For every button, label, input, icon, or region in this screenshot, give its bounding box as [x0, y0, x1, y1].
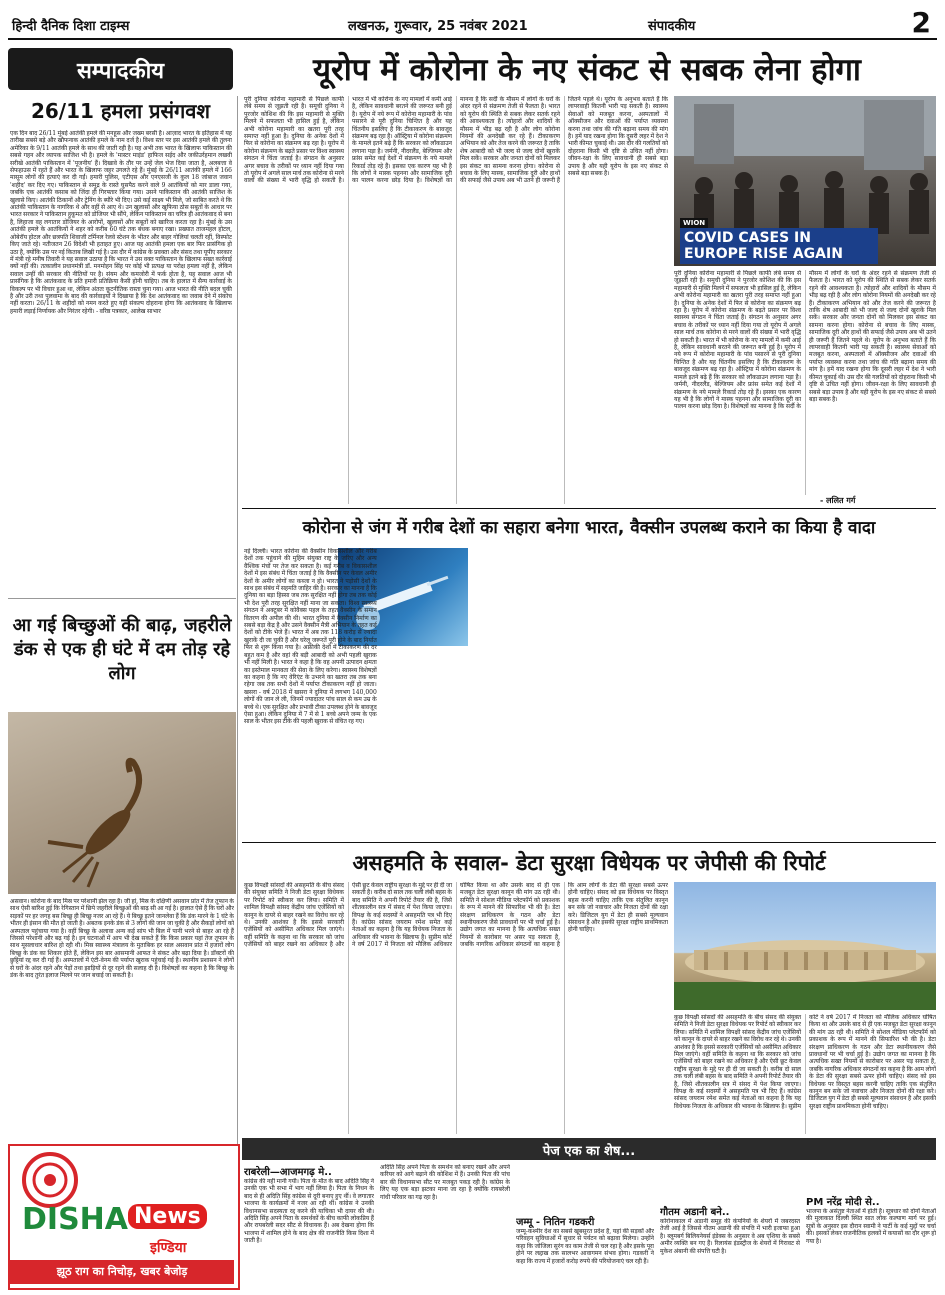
broadcast-icon: [20, 1150, 80, 1210]
advert-tagline: झूठ राग का निचोड़, खबर बेजोड़: [10, 1260, 234, 1284]
advert-brand-main: DISHA: [22, 1202, 128, 1237]
parliament-illustration: [674, 882, 936, 1010]
disha-news-advert: [8, 1144, 240, 1290]
continued-heading-3: जम्मू - नितिन गडकरी: [516, 1217, 595, 1228]
main-story-continuation: पूरी दुनिया कोरोना महामारी से पिछले काफी लंबे समय से जूझती रही है। समूची दुनिया ने पुरजोर कोशिश की कि इस महामारी से मुक्ति मिलने में सफलता भी हासिल हुई है, लेकिन अभी कोरोना महामारी का खतरा पूरी तरह समाप्त नहीं हुआ है। दुनिया के अनेक देशों में फिर से कोरोना का संक्रमण बढ़ रहा है। यूरोप में कोरोना संक्रमण के बढ़ते प्रसार पर विश्व स्वास्थ्य संगठन ने चिंता जताई है। संगठन के अनुसार अगर बचाव के तरीकों पर ध्यान नहीं दिया गया तो यूरोप में अगले साल मार्च तक कोरोना से मरने वालों की संख्या में भारी वृद्धि हो सकती है। भारत में भी कोरोना के नए मामलों में कमी आई है, लेकिन सावधानी बरतने की जरूरत बनी हुई है। यूरोप में नये रूप में कोरोना महामारी के पांव पसारने से पूरी दुनिया चिन्तित है और यह चिंतनीय इसलिए है कि टीकाकरण के बावजूद संक्रमण बढ़ रहा है। ऑस्ट्रिया में कोरोना संक्रमण के मामले इतने बढ़े हैं कि सरकार को लॉकडाउन लगाना पड़ा है। जर्मनी, नीदरलैंड, बेल्जियम और फ्रांस समेत कई देशों में संक्रमण के नये मामले रिकार्ड तोड़ रहे हैं। इसका एक कारण यह भी है कि लोगों ने मास्क पहनना और सामाजिक दूरी का पालन करना छोड़ दिया है। विशेषज्ञों का मानना है कि सर्दी के मौसम में लोगों के घरों के अंदर रहने से संक्रमण तेजी से फैलता है। भारत को यूरोप की स्थिति से सबक लेकर सतर्क रहने की आवश्यकता है। त्योहारों और शादियों के मौसम में भीड़ बढ़ रही है और लोग कोरोना नियमों की अनदेखी कर रहे हैं। टीकाकरण अभियान को और तेज करने की जरूरत है ताकि शेष आबादी को भी जल्द से जल्द दोनों खुराकें मिल सकें। सरकार और जनता दोनों को मिलकर इस संकट का सामना करना होगा। कोरोना से बचाव के लिए मास्क, सामाजिक दूरी और हाथों की सफाई जैसे उपाय अब भी उतने ही जरूरी हैं जितने पहले थे। यूरोप के अनुभव बताते हैं कि लापरवाही कितनी भारी पड़ सकती है। स्वास्थ्य सेवाओं को मजबूत करना, अस्पतालों में ऑक्सीजन और दवाओं की पर्याप्त व्यवस्था करना तथा जांच की गति बढ़ाना समय की मांग है। हमें याद रखना होगा कि दूसरी लहर में देश ने भारी कीमत चुकाई थी। उस दौर की गलतियों को दोहराना किसी भी दृष्टि से उचित नहीं होगा। जीवन-रक्षा के लिए सावधानी ही सबसे बड़ा उपाय है और यही यूरोप के इस नए संकट से सबसे बड़ा सबक है।: [674, 270, 936, 411]
scorpion-illustration: [8, 712, 236, 894]
scorpion-photo: [8, 712, 236, 894]
continued-body-4: कोरोनाकाल में अडानी समूह की कंपनियों के शेयरों में जबरदस्त तेजी आई है जिससे गौतम अडानी की संपत्ति में भारी इजाफा हुआ है। ब्लूमबर्ग बिलियनेयर्स इंडेक्स के अनुसार वे अब एशिया के सबसे अमीर व्यक्ति बन गए हैं। रिलायंस इंडस्ट्रीज के शेयरों में गिरावट से मुकेश अंबानी की संपत्ति घटी है।: [660, 1218, 800, 1255]
continued-col-2: [380, 1164, 510, 1288]
continued-body-2: अदिति सिंह अपने पिता के समर्थन को बनाए रखने और अपने करियर को आगे बढ़ाने की कोशिश में हैं। उनकी पिता की पांच बार की विधानसभा सीट पर मजबूत पकड़ रही है। कांग्रेस के लिए यह एक बड़ा झटका माना जा रहा है क्योंकि रायबरेली गांधी परिवार का गढ़ रहा है।: [380, 1164, 510, 1201]
editorial-banner: [8, 48, 233, 90]
europe-crowd-photo: [674, 96, 936, 266]
data-bill-continuation: कुछ विपक्षी सांसदों की असहमति के बीच संसद की संयुक्त समिति ने निजी डेटा सुरक्षा विधेयक पर रिपोर्ट को स्वीकार कर लिया। समिति में शामिल विपक्षी सांसद केंद्रीय जांच एजेंसियों को कानून के दायरे से बाहर रखने का विरोध कर रहे थे। उनकी आशंका है कि इससे सरकारी एजेंसियों को असीमित अधिकार मिल जाएंगे। वहीं समिति के कहना था कि सरकार को जांच एजेंसियों को बाहर रखने का अधिकार है और ऐसी छूट केवल राष्ट्रीय सुरक्षा के मुद्दे पर ही दी जा सकती है। करीब दो साल तक चली लंबी बहस के बाद समिति ने अपनी रिपोर्ट तैयार की है, जिसे शीतकालीन सत्र में संसद में पेश किया जाएगा। विपक्ष के कई सदस्यों ने असहमति पत्र भी दिए हैं। कांग्रेस सांसद जयराम रमेश समेत कई नेताओं का कहना है कि यह विधेयक निजता के अधिकार की भावना के खिलाफ है। सुप्रीम कोर्ट ने वर्ष 2017 में निजता को मौलिक अधिकार घोषित किया था और उसके बाद से ही एक मजबूत डेटा सुरक्षा कानून की मांग उठ रही थी। समिति ने सोशल मीडिया प्लेटफॉर्म को प्रकाशक के रूप में मानने की सिफारिश भी की है। डेटा संरक्षण प्राधिकरण के गठन और डेटा स्थानीयकरण जैसे प्रावधानों पर भी चर्चा हुई है। उद्योग जगत का मानना है कि अत्यधिक सख्त नियमों से कारोबार पर असर पड़ सकता है, जबकि नागरिक अधिकार संगठनों का कहना है कि आम लोगों के डेटा की सुरक्षा सबसे ऊपर होनी चाहिए। संसद को इस विधेयक पर विस्तृत बहस करनी चाहिए ताकि एक संतुलित कानून बन सके जो नवाचार और निजता दोनों की रक्षा करे। डिजिटल युग में डेटा ही सबसे मूल्यवान संसाधन है और इसकी सुरक्षा राष्ट्रीय प्राथमिकता होनी चाहिए।: [674, 1014, 936, 1110]
main-story-author: - ललित गर्ग: [820, 496, 856, 505]
left-story-headline: 26/11 हमला प्रसंगवश: [30, 99, 211, 123]
parliament-photo: [674, 882, 936, 1010]
main-story-body: पूरी दुनिया कोरोना महामारी से पिछले काफी लंबे समय से जूझती रही है। समूची दुनिया ने पुरजोर कोशिश की कि इस महामारी से मुक्ति मिलने में सफलता भी हासिल हुई है, लेकिन अभी कोरोना महामारी का खतरा पूरी तरह समाप्त नहीं हुआ है। दुनिया के अनेक देशों में फिर से कोरोना का संक्रमण बढ़ रहा है। यूरोप में कोरोना संक्रमण के बढ़ते प्रसार पर विश्व स्वास्थ्य संगठन ने चिंता जताई है। संगठन के अनुसार अगर बचाव के तरीकों पर ध्यान नहीं दिया गया तो यूरोप में अगले साल मार्च तक कोरोना से मरने वालों की संख्या में भारी वृद्धि हो सकती है। भारत में भी कोरोना के नए मामलों में कमी आई है, लेकिन सावधानी बरतने की जरूरत बनी हुई है। यूरोप में नये रूप में कोरोना महामारी के पांव पसारने से पूरी दुनिया चिन्तित है और यह चिंतनीय इसलिए है कि टीकाकरण के बावजूद संक्रमण बढ़ रहा है। ऑस्ट्रिया में कोरोना संक्रमण के मामले इतने बढ़े हैं कि सरकार को लॉकडाउन लगाना पड़ा है। जर्मनी, नीदरलैंड, बेल्जियम और फ्रांस समेत कई देशों में संक्रमण के नये मामले रिकार्ड तोड़ रहे हैं। इसका एक कारण यह भी है कि लोगों ने मास्क पहनना और सामाजिक दूरी का पालन करना छोड़ दिया है। विशेषज्ञों का मानना है कि सर्दी के मौसम में लोगों के घरों के अंदर रहने से संक्रमण तेजी से फैलता है। भारत को यूरोप की स्थिति से सबक लेकर सतर्क रहने की आवश्यकता है। त्योहारों और शादियों के मौसम में भीड़ बढ़ रही है और लोग कोरोना नियमों की अनदेखी कर रहे हैं। टीकाकरण अभियान को और तेज करने की जरूरत है ताकि शेष आबादी को भी जल्द से जल्द दोनों खुराकें मिल सकें। सरकार और जनता दोनों को मिलकर इस संकट का सामना करना होगा। कोरोना से बचाव के लिए मास्क, सामाजिक दूरी और हाथों की सफाई जैसे उपाय अब भी उतने ही जरूरी हैं जितने पहले थे। यूरोप के अनुभव बताते हैं कि लापरवाही कितनी भारी पड़ सकती है। स्वास्थ्य सेवाओं को मजबूत करना, अस्पतालों में ऑक्सीजन और दवाओं की पर्याप्त व्यवस्था करना तथा जांच की गति बढ़ाना समय की मांग है। हमें याद रखना होगा कि दूसरी लहर में देश ने भारी कीमत चुकाई थी। उस दौर की गलतियों को दोहराना किसी भी दृष्टि से उचित नहीं होगा। जीवन-रक्षा के लिए सावधानी ही सबसे बड़ा उपाय है और यही यूरोप के इस नए संकट से सबसे बड़ा सबक है।: [244, 96, 668, 185]
advert-brand-news: News: [128, 1204, 207, 1229]
data-bill-body: कुछ विपक्षी सांसदों की असहमति के बीच संसद की संयुक्त समिति ने निजी डेटा सुरक्षा विधेयक पर रिपोर्ट को स्वीकार कर लिया। समिति में शामिल विपक्षी सांसद केंद्रीय जांच एजेंसियों को कानून के दायरे से बाहर रखने का विरोध कर रहे थे। उनकी आशंका है कि इससे सरकारी एजेंसियों को असीमित अधिकार मिल जाएंगे। वहीं समिति के कहना था कि सरकार को जांच एजेंसियों को बाहर रखने का अधिकार है और ऐसी छूट केवल राष्ट्रीय सुरक्षा के मुद्दे पर ही दी जा सकती है। करीब दो साल तक चली लंबी बहस के बाद समिति ने अपनी रिपोर्ट तैयार की है, जिसे शीतकालीन सत्र में संसद में पेश किया जाएगा। विपक्ष के कई सदस्यों ने असहमति पत्र भी दिए हैं। कांग्रेस सांसद जयराम रमेश समेत कई नेताओं का कहना है कि यह विधेयक निजता के अधिकार की भावना के खिलाफ है। सुप्रीम कोर्ट ने वर्ष 2017 में निजता को मौलिक अधिकार घोषित किया था और उसके बाद से ही एक मजबूत डेटा सुरक्षा कानून की मांग उठ रही थी। समिति ने सोशल मीडिया प्लेटफॉर्म को प्रकाशक के रूप में मानने की सिफारिश भी की है। डेटा संरक्षण प्राधिकरण के गठन और डेटा स्थानीयकरण जैसे प्रावधानों पर भी चर्चा हुई है। उद्योग जगत का मानना है कि अत्यधिक सख्त नियमों से कारोबार पर असर पड़ सकता है, जबकि नागरिक अधिकार संगठनों का कहना है कि आम लोगों के डेटा की सुरक्षा सबसे ऊपर होनी चाहिए। संसद को इस विधेयक पर विस्तृत बहस करनी चाहिए ताकि एक संतुलित कानून बन सके जो नवाचार और निजता दोनों की रक्षा करे। डिजिटल युग में डेटा ही सबसे मूल्यवान संसाधन है और इसकी सुरक्षा राष्ट्रीय प्राथमिकता होनी चाहिए।: [244, 882, 668, 949]
section-name: संपादकीय: [648, 19, 696, 34]
continued-col-4: [660, 1164, 800, 1288]
scorpion-story-body: असवान। कोरोना के बाद मिस्र पर परेशानी झेल रहा है। जी हां, मिस्र के दक्षिणी असवान प्रांत में तेज तूफान के साथ ऐसी बारिश हुई कि रेगिस्तान में छिपे जहरीले बिच्छुओं की बाढ़ सी आ गई है। हालात ऐसे हैं कि घरों और सड़कों पर हर जगह बस बिच्छू ही बिच्छू नजर आ रहे हैं। ये बिच्छू इतने जानलेवा हैं कि डंक मारने के 1 घंटे के भीतर ही इंसान की मौत हो जाती है। अबतक इनके डंक से 3 लोगों की जान जा चुकी है और सैकड़ों लोगों को अस्पताल पहुंचाया गया है। वहीं बिच्छू के अलावा अन्य कई सांप भी बिल में पानी भरने से बाहर आ रहे हैं जिससे परेशानी और बढ़ गई है। इन घटनाओं में आप भी देख सकते हैं कि किस प्रकार यहां तेज तूफान के साथ मूसलाधार बारिश हो रही थी। मिस्र स्वास्थ्य मंत्रालय के मुताबिक हर साल असवान प्रांत में हजारों लोग बिच्छू के डंक का शिकार होते हैं, लेकिन इस बार आसमानी आफत ने संकट और बढ़ा दिया है। डॉक्टरों की छुट्टियां रद्द कर दी गई हैं। अस्पतालों में एंटी-वेनम की पर्याप्त खुराक पहुंचाई गई है। स्थानीय प्रशासन ने लोगों से घरों के अंदर रहने और पेड़ों तथा झाड़ियों से दूर रहने की सलाह दी है। विशेषज्ञों का कहना है कि बिच्छू के डंक के बाद तुरंत इलाज मिलने पर जान बचाई जा सकती है।: [10, 898, 234, 980]
paper-name: हिन्दी दैनिक दिशा टाइम्स: [12, 19, 130, 34]
data-bill-headline: असहमति के सवाल- डेटा सुरक्षा विधेयक पर जेपीसी की रिपोर्ट: [352, 851, 826, 875]
vaccine-headline: कोरोना से जंग में गरीब देशों का सहारा बनेगा भारत, वैक्सीन उपलब्ध कराने का किया है वादा: [302, 518, 876, 538]
continued-heading-5: PM नरेंद्र मोदी से..: [806, 1197, 880, 1208]
photo-channel-logo: WION: [680, 218, 708, 228]
continued-col-1: [244, 1164, 374, 1288]
continued-heading-1: राबरेली—आजमगढ़ मे..: [244, 1167, 332, 1178]
continued-col-3: [516, 1164, 654, 1288]
continued-strip: [242, 1138, 936, 1160]
scorpion-headline: आ गई बिच्छुओं की बाढ़, जहरीले डंक से एक ही घंटे में दम तोड़ रहे लोग: [12, 615, 232, 684]
dateline: लखनऊ, गुरूवार, 25 नवंबर 2021: [348, 19, 528, 34]
editorial-banner-label: सम्पादकीय: [76, 59, 165, 84]
left-story-body: एक दिन बाद 26/11 मुंबई आतंकी हमले की मनहूस और जख्म बरसी है। आज़ाद भारत के इतिहास में यह तारीख सबसे बड़े और खौफनाक आतंकी हमले के नाम दर्ज है। विश्व स्तर पर इस आतंकी हमले की तुलना अमेरिका के 9/11 आतंकी हमले के साथ की जाती रही है। यह अभी तक भारत के खिलाफ पाकिस्तान की सबसे गहन और व्यापक साजिश भी है। हमले के 'मास्टर माइंड' हाफिज सईद और जकीउर्रहमान लखवी सरीखे आतंकी पाकिस्तान में 'पूजनीय' हैं। दिखावे के तौर पर उन्हें जेल भेज दिया जाता है, अलबत्ता वे सेफहाउस में रहते हैं और भारत के खिलाफ जहर उगलते रहे हैं। मुंबई के 26/11 आतंकी हमले में 166 मासूम लोगों की हत्याएं कर दी गईं। हमारी पुलिस, एटीएस और एनएसजी के कुल 18 जांबाज जवान 'शहीद' कर दिए गए। पाकिस्तान से समुद्र के रास्ते घुसपैठ करने वाले 9 आतंकियों को मार डाला गया, जबकि एक आतंकी कसाब को जिंदा ही गिरफ्तार किया गया। उसने पाकिस्तान की आतंकी साजिश के खुलासे किए। आतंकी ठिकानों और ट्रेनिंग के ब्यौरे भी दिए। उसे कई साक्ष्य भी मिले, जो साबित करते थे कि आतंकी पाकिस्तान के नागरिक थे और वहीं से आए थे। उन खुलासों और खुफिया ठोस सबूतों के आधार पर भारत सरकार ने पाकिस्तान हुकूमत को डोजियर भी सौंपे, लेकिन पाकिस्तान का चरित्र ही आतंकवाद से बना है, लिहाजा वह लगातार डोजियर के आरोपों, खुलासों और सबूतों को खारिज करता रहा है। मुंबई के उस आतंकी हमले के आतंकियों ने शहर को करीब 60 घंटे तक बंधक बनाए रखा। प्रख्यात ताजमहल होटल, ओबेरॉय होटल और छत्रपति शिवाजी टर्मिनल रेलवे स्टेशन के भीतर और बाहर गोलियां चलती रहीं, विस्फोट किए जाते रहे। नतीजतन 26 विदेशी भी हताहत हुए। आज यह आतंकी हमला एक बार फिर प्रासंगिक हो उठा है, क्योंकि उस पर नई किताब लिखी गई है। उस दौर में कांग्रेस के प्रवक्ता और संसद तथा यूपीए सरकार में मंत्री रहे मनीष तिवारी ने यह सवाल उठाया है कि भारत ने उस वक्त पाकिस्तान के खिलाफ सख्त कार्रवाई क्यों नहीं की। तत्कालीन प्रधानमंत्री डॉ. मनमोहन सिंह पर कोई भी प्रत्यक्ष या परोक्ष हमला नहीं है, लेकिन सवाल उन्हीं की सरकार की नीतियों पर है। संयम और कमजोरी में फर्क होता है, यह सवाल आज भी प्रासंगिक है कि आतंकवाद के प्रति हमारी प्रतिक्रिया कैसी होनी चाहिए। तब के हालात में सैन्य कार्रवाई के विकल्प पर भी विचार हुआ था, लेकिन अंततः कूटनीतिक रास्ता चुना गया। आज भारत की नीति बदल चुकी है और उरी तथा पुलवामा के बाद की कार्रवाइयों ने दिखाया है कि देश आतंकवाद का जवाब देने में संकोच नहीं करता। 26/11 के शहीदों को नमन करते हुए यही संकल्प दोहराना होगा कि आतंकवाद के खिलाफ हमारी लड़ाई निर्णायक और निरंतर रहेगी। - वरिष्ठ पत्रकार, आलेख साभार: [10, 130, 232, 315]
continued-body-1: कांग्रेस की नहीं मानी गयी। पिता के मौत के बाद अदिति सिंह ने उनकी एक भी सभा में भाग नहीं लिया है। पिता के निधन के बाद से ही अदिति सिंह कांग्रेस से दूरी बनाए हुए थीं। वे लगातार भाजपा के कार्यक्रमों में नजर आ रही थीं। कांग्रेस ने उनकी विधानसभा सदस्यता रद्द करने की याचिका भी दायर की थी। अदिति सिंह अपने पिता के समर्थकों के बीच काफी लोकप्रिय हैं और रायबरेली सदर सीट से विधायक हैं। अब देखना होगा कि भाजपा में शामिल होने के बाद क्षेत्र की राजनीति किस दिशा में जाती है।: [244, 1178, 374, 1245]
photo-caption: COVID CASES IN EUROPE RISE AGAIN: [680, 228, 878, 264]
vaccine-story-body: नई दिल्ली। भारत कोरोना की वैक्सीन विकासशील और गरीब देशों तक पहुंचाने की मुहिम संयुक्त राष्ट्र के जरिए और अन्य वैश्विक मंचों पर तेज कर सकता है। कई गरीब व विकासशील देशों में इस संबंध में चिंता जताई है कि वैक्सीन पर केवल अमीर देशों के अमीर लोगों का कब्जा न हो। भारत ने पड़ोसी देशों के साथ इस संबंध में सहमति जाहिर की है। सरकार का मानना है कि दुनिया का बड़ा हिस्सा जब तक सुरक्षित नहीं होगा तब तक कोई भी देश पूरी तरह सुरक्षित नहीं माना जा सकता। विश्व स्वास्थ्य संगठन ने अक्टूबर में कोवैक्स पहल के तहत वैक्सीन के समान वितरण की अपील की थी। भारत दुनिया में वैक्सीन निर्माण का सबसे बड़ा केंद्र है और उसने वैक्सीन मैत्री अभियान के तहत कई देशों को टीके भेजे हैं। भारत में अब तक 118 करोड़ से ज्यादा खुराकें दी जा चुकी हैं और घरेलू जरूरतें पूरी होने के बाद निर्यात फिर से शुरू किया गया है। अफ्रीकी देशों में टीकाकरण की दर बहुत कम है और वहां की बड़ी आबादी को अभी पहली खुराक भी नहीं मिली है। भारत ने कहा है कि वह अपनी उत्पादन क्षमता का इस्तेमाल मानवता की सेवा के लिए करेगा। स्वास्थ्य विशेषज्ञों का कहना है कि नए वेरिएंट के उभरने का खतरा तब तक बना रहेगा जब तक सभी देशों में पर्याप्त टीकाकरण नहीं हो जाता। खसरा - वर्ष 2018 में खसरा ने दुनिया में लगभग 140,000 लोगों की जान ले ली, जिनमें ज्यादातर पांच साल से कम उम्र के बच्चे थे। एक सुरक्षित और प्रभावी टीका उपलब्ध होने के बावजूद ऐसा हुआ। लेकिन दुनिया में 7 में से 1 बच्चे अपने जन्म के एक साल के भीतर इस टीके की पहली खुराक से वंचित रह गए।: [244, 548, 377, 726]
continued-col-5: [806, 1164, 936, 1288]
continued-body-5: भाजपा के असंतुष्ट नेताओं में होती है। सूत्रधार को दोनों नेताओं की मुलाकात दिल्ली स्थित सात लोक कल्याण मार्ग पर हुई। सूत्रों के अनुसार इस दौरान स्वामी ने पार्टी के कई मुद्दों पर चर्चा की। इसको लेकर राजनीतिक हलकों में कयासों का दौर शुरू हो गया है।: [806, 1208, 936, 1245]
continued-strip-title: पेज एक का शेष...: [542, 1144, 636, 1159]
masthead: [8, 8, 937, 40]
main-headline: यूरोप में कोरोना के नए संकट से सबक लेना होगा: [313, 52, 861, 88]
page-number: 2: [911, 6, 931, 39]
continued-heading-4: गौतम अडानी बने..: [660, 1207, 730, 1218]
continued-body-3: जम्मू-कश्मीर देश का सबसे खूबसूरत प्रदेश है, यहां की सड़कों और परिवहन सुविधाओं में सुधार से पर्यटन को बढ़ावा मिलेगा। उन्होंने कहा कि जोजिला सुरंग का काम तेजी से चल रहा है और इसके पूरा होने पर लद्दाख तक सालभर आवागमन संभव होगा। गडकरी ने कहा कि राज्य में हजारों करोड़ रुपये की परियोजनाएं चल रही हैं।: [516, 1228, 654, 1265]
advert-brand-sub: इण्डिया: [150, 1240, 187, 1256]
